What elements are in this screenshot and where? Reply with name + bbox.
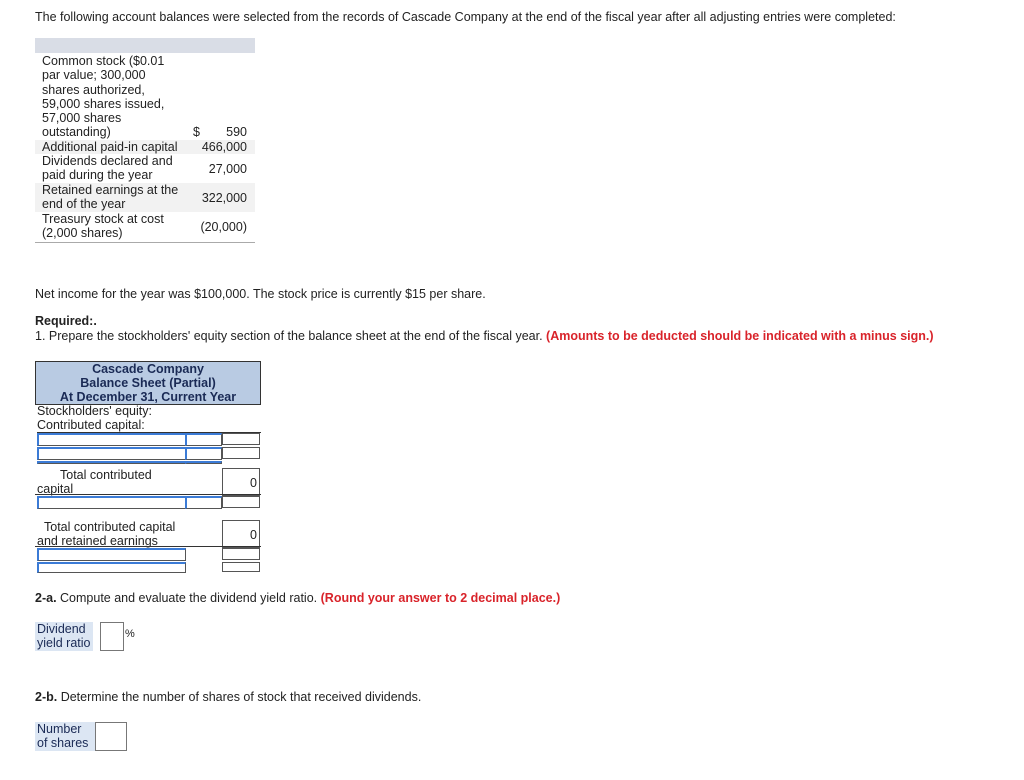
percent-sign: % (125, 628, 135, 640)
intro-text: The following account balances were selected from the records of Cascade Company at the end of the fiscal year after all adjusting entries were completed: (35, 10, 896, 24)
total-cell-2 (222, 447, 260, 459)
net-income-text: Net income for the year was $100,000. The stock price is currently $15 per share. (35, 287, 486, 301)
requirement-1-instruction: (Amounts to be deducted should be indicated with a minus sign.) (546, 329, 934, 343)
company-name: Cascade Company (92, 362, 204, 376)
balance-value: 27,000 (208, 162, 247, 176)
total-cc-re-label: Total contributed capital (44, 520, 176, 534)
balance-row-treasury-stock (35, 212, 255, 243)
total-contributed-capital-label-2: capital (37, 482, 74, 496)
question-2a (35, 591, 560, 605)
balance-label: Treasury stock at cost (2,000 shares) (42, 212, 164, 241)
dividend-yield-input[interactable] (100, 622, 124, 651)
stockholders-equity-label: Stockholders' equity: (37, 404, 152, 418)
balance-sheet-heading (35, 361, 261, 405)
account-name-input-1[interactable] (37, 433, 186, 446)
balance-label: Common stock ($0.01 par value; 300,000 shares authorized, 59,000 shares issued, 57,000 shares outstanding) (42, 54, 165, 140)
required-heading: Required:. (35, 314, 97, 328)
total-cc-re-value: 0 (222, 520, 260, 548)
statement-name: Balance Sheet (Partial) (80, 376, 216, 390)
number-of-shares-input[interactable] (95, 722, 127, 751)
question-2a-text: Compute and evaluate the dividend yield ratio. (56, 591, 318, 605)
balance-label: Retained earnings at the end of the year (42, 183, 179, 212)
balance-row-common-stock (35, 53, 255, 140)
amount-input-2[interactable] (185, 447, 222, 460)
amount-input-3[interactable] (185, 461, 222, 464)
amount-input-4[interactable] (185, 496, 222, 509)
statement-date: At December 31, Current Year (59, 390, 237, 404)
balance-value: (20,000) (200, 220, 247, 234)
question-2a-instruction: (Round your answer to 2 decimal place.) (320, 591, 561, 605)
dividend-yield-label: Dividend yield ratio (35, 622, 93, 651)
total-contributed-capital-value: 0 (222, 468, 260, 496)
divider (35, 546, 261, 547)
balance-value: 590 (226, 125, 247, 139)
requirement-1-text: 1. Prepare the stockholders' equity section of the balance sheet at the end of the fiscal year. (35, 329, 543, 343)
balance-row-retained-earnings (35, 183, 255, 212)
balance-row-apic (35, 140, 255, 154)
question-2b (35, 690, 421, 704)
total-cc-re-label-2: and retained earnings (37, 534, 158, 548)
balance-value: 466,000 (201, 140, 247, 154)
account-name-input-3[interactable] (37, 461, 186, 464)
balance-sheet-partial (35, 361, 261, 575)
contributed-capital-label: Contributed capital: (37, 418, 261, 433)
divider (35, 494, 261, 495)
question-2b-text: Determine the number of shares of stock that received dividends. (57, 690, 422, 704)
balances-table-header (35, 38, 255, 53)
amount-input-1[interactable] (185, 433, 222, 446)
account-name-input-5[interactable] (37, 548, 186, 561)
total-cell-6 (222, 562, 260, 572)
balance-label: Dividends declared and paid during the year (42, 154, 173, 183)
account-name-input-4[interactable] (37, 496, 186, 509)
question-2a-number: 2-a. (35, 591, 57, 605)
total-cell-4 (222, 496, 260, 508)
account-name-input-2[interactable] (37, 447, 186, 460)
balance-label: Additional paid-in capital (42, 140, 178, 154)
question-2b-number: 2-b. (35, 690, 58, 704)
dollar-sign: $ (193, 125, 200, 139)
requirement-1 (35, 329, 934, 343)
balance-value: 322,000 (201, 191, 247, 205)
total-cell-1 (222, 433, 260, 445)
total-contributed-capital-label: Total contributed (60, 468, 152, 482)
number-of-shares-label: Number of shares (35, 722, 95, 751)
account-name-input-6[interactable] (37, 562, 186, 573)
balance-row-dividends (35, 154, 255, 183)
total-cell-5 (222, 548, 260, 560)
